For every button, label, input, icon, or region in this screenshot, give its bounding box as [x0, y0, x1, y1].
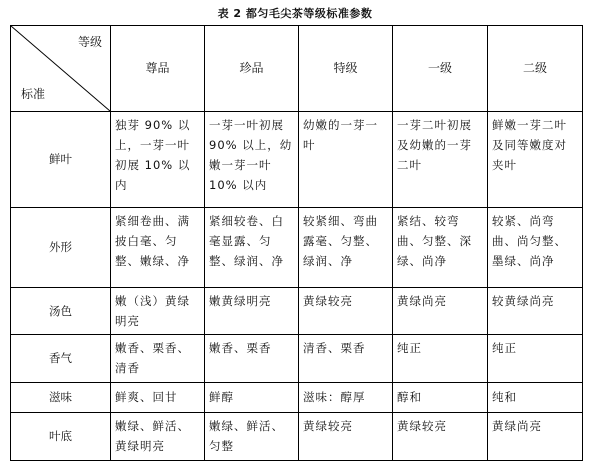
row-label-aroma: 香气 — [11, 335, 111, 382]
table-cell: 较紧、尚弯曲、尚匀整、墨绿、尚净 — [488, 208, 583, 288]
corner-grade-label: 等级 — [77, 35, 102, 49]
table-cell: 独芽 90% 以上，一芽一叶初展 10% 以内 — [111, 112, 205, 208]
row-label-taste: 滋味 — [11, 382, 111, 412]
table-cell: 一芽二叶初展及幼嫩的一芽二叶 — [393, 112, 488, 208]
table-cell: 嫩香、栗香 — [205, 335, 299, 382]
table-cell: 嫩绿、鲜活、黄绿明亮 — [111, 412, 205, 460]
table-cell: 鲜嫩一芽二叶及同等嫩度对夹叶 — [488, 112, 583, 208]
table-cell: 黄绿较亮 — [393, 412, 488, 460]
table-row — [11, 208, 583, 288]
grade-header-zhenpin: 珍品 — [205, 26, 299, 112]
table-cell: 较紧细、弯曲露毫、匀整、绿润、净 — [299, 208, 393, 288]
table-cell: 滋味：醇厚 — [299, 382, 393, 412]
row-label-liquor-color: 汤色 — [11, 288, 111, 335]
table-cell: 幼嫩的一芽一叶 — [299, 112, 393, 208]
table-row — [11, 288, 583, 335]
row-label-fresh-leaf: 鲜叶 — [11, 112, 111, 208]
row-label-infused-leaf: 叶底 — [11, 412, 111, 460]
table-cell: 醇和 — [393, 382, 488, 412]
table-row — [11, 112, 583, 208]
table-cell: 纯正 — [488, 335, 583, 382]
table-cell: 嫩（浅）黄绿明亮 — [111, 288, 205, 335]
table-cell: 紧细较卷、白毫显露、匀整、绿润、净 — [205, 208, 299, 288]
table-cell: 较黄绿尚亮 — [488, 288, 583, 335]
table-cell: 黄绿尚亮 — [393, 288, 488, 335]
table-row — [11, 382, 583, 412]
table-cell: 黄绿尚亮 — [488, 412, 583, 460]
table-cell: 鲜爽、回甘 — [111, 382, 205, 412]
corner-standard-label: 标准 — [21, 87, 46, 101]
header-row — [11, 26, 583, 112]
grade-header-yiji: 一级 — [393, 26, 488, 112]
grade-header-teji: 特级 — [299, 26, 393, 112]
table-row — [11, 412, 583, 460]
table-cell: 一芽一叶初展 90% 以上，幼嫩一芽一叶 10% 以内 — [205, 112, 299, 208]
table-cell: 紧结、较弯曲、匀整、深绿、尚净 — [393, 208, 488, 288]
row-label-appearance: 外形 — [11, 208, 111, 288]
table-cell: 纯和 — [488, 382, 583, 412]
table-cell: 鲜醇 — [205, 382, 299, 412]
table-cell: 嫩香、栗香、清香 — [111, 335, 205, 382]
table-cell: 嫩绿、鲜活、匀整 — [205, 412, 299, 460]
table-cell: 纯正 — [393, 335, 488, 382]
table-cell: 黄绿较亮 — [299, 412, 393, 460]
table-cell: 紧细卷曲、满披白毫、匀整、嫩绿、净 — [111, 208, 205, 288]
grade-header-erji: 二级 — [488, 26, 583, 112]
table-row — [11, 335, 583, 382]
corner-header-cell — [11, 26, 111, 112]
table-cell: 清香、栗香 — [299, 335, 393, 382]
table-caption: 表 2 都匀毛尖茶等级标准参数 — [217, 7, 373, 20]
grade-header-zunpin: 尊品 — [111, 26, 205, 112]
table-cell: 嫩黄绿明亮 — [205, 288, 299, 335]
table-cell: 黄绿较亮 — [299, 288, 393, 335]
grade-standard-table — [10, 25, 583, 461]
